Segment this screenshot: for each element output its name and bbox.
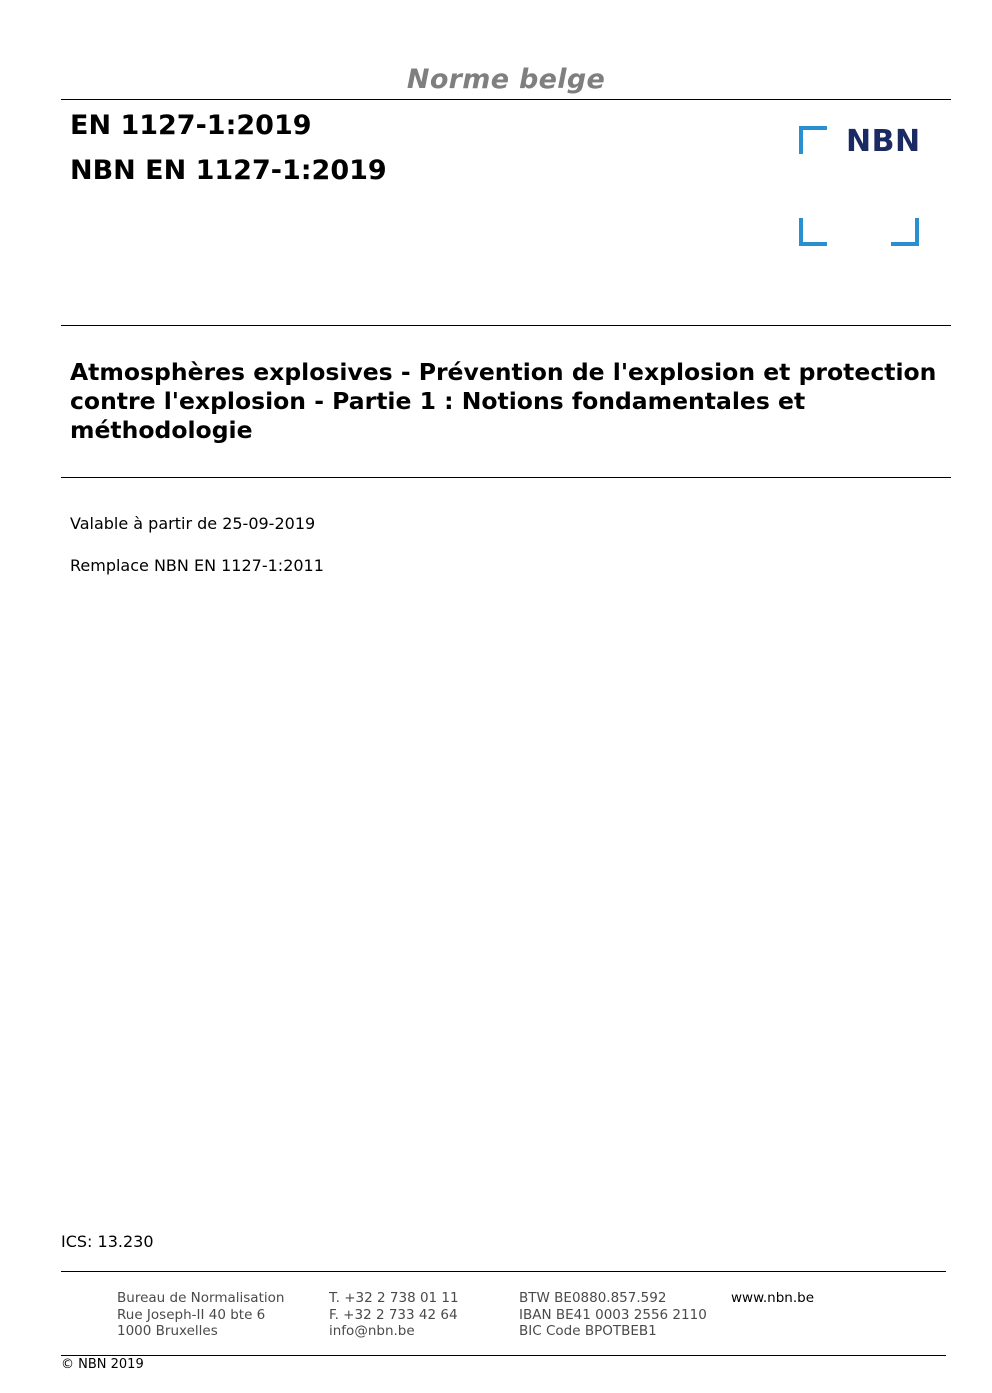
footer-line: BIC Code BPOTBEB1 [519,1323,657,1339]
logo-corner [891,218,919,246]
footer-line: BTW BE0880.857.592 [519,1290,667,1306]
divider [61,325,951,326]
footer-address [117,1290,284,1340]
divider [61,1355,946,1356]
document-title: Atmosphères explosives - Prévention de l'explosion et protection contre l'explosion - Partie 1 : Notions fondamentales et méthodologie [70,358,937,444]
footer-website [731,1290,814,1307]
replaces-standard: Remplace NBN EN 1127-1:2011 [70,556,324,575]
ics-code: ICS: 13.230 [61,1232,154,1251]
footer-contact [329,1290,459,1340]
validity-date: Valable à partir de 25-09-2019 [70,514,316,533]
logo-corner [799,126,827,154]
footer-email[interactable]: info@nbn.be [329,1323,415,1339]
footer-banking [519,1290,707,1340]
logo-wordmark: NBN [846,124,921,159]
standard-code-nbn: NBN EN 1127-1:2019 [70,155,387,186]
footer-line: Bureau de Normalisation [117,1290,285,1306]
nbn-logo [799,126,919,246]
logo-corner [799,218,827,246]
website-link[interactable]: www.nbn.be [731,1290,815,1306]
footer-line: Rue Joseph-II 40 bte 6 [117,1306,266,1323]
divider [61,1271,946,1272]
document-type-label: Norme belge [406,64,606,95]
copyright: © NBN 2019 [61,1357,144,1372]
footer-fax: F. +32 2 733 42 64 [329,1306,458,1323]
footer-phone: T. +32 2 738 01 11 [329,1290,459,1306]
footer-line: IBAN BE41 0003 2556 2110 [519,1306,707,1323]
standard-code-en: EN 1127-1:2019 [70,110,312,141]
divider [61,99,951,100]
divider [61,477,951,478]
footer-line: 1000 Bruxelles [117,1323,218,1339]
